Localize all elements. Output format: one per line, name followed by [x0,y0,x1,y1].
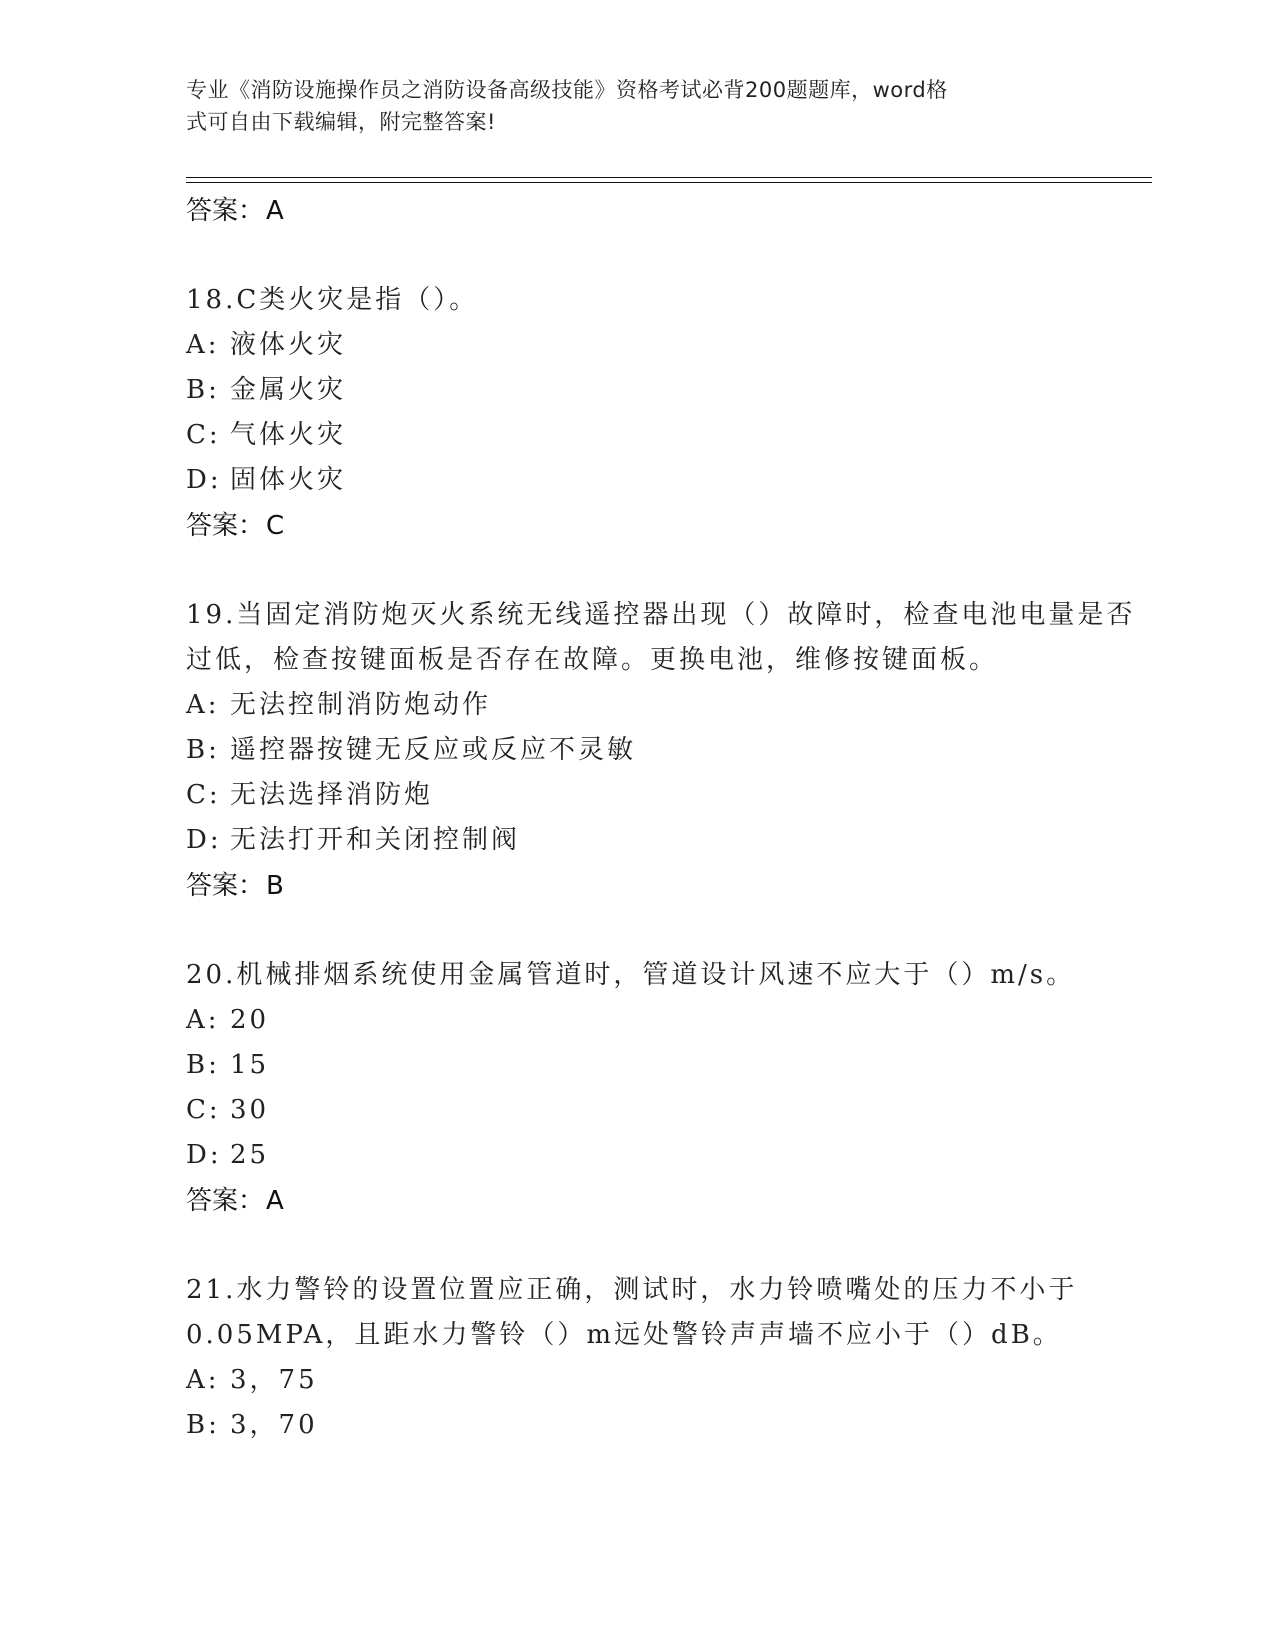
option-text: 液体火灾 [230,330,347,360]
option-text: 3，70 [230,1410,318,1440]
header-line-2: 式可自由下载编辑，附完整答案! [186,110,496,134]
question-stem: 21.水力警铃的设置位置应正确，测试时，水力铃喷嘴处的压力不小于0.05MPA，且距水力警铃（）m远处警铃声声墙不应小于（）dB。 [186,1275,1078,1350]
option-text: 20 [230,1005,270,1035]
option-key: C: [186,780,221,810]
option-text: 金属火灾 [230,375,347,405]
header-divider-top [186,177,1152,178]
option-key: C: [186,1095,221,1125]
document-header [186,74,1076,138]
option-text: 15 [230,1050,270,1080]
question-stem: 20.机械排烟系统使用金属管道时，管道设计风速不应大于（）m/s。 [186,960,1076,990]
option-d [186,458,1136,503]
option-a [186,683,1136,728]
answer-line [186,863,1136,909]
option-key: A: [186,1365,220,1395]
option-d [186,818,1136,863]
spacer [186,234,1136,278]
option-text: 固体火灾 [230,465,347,495]
answer-value: A [266,1186,284,1216]
question-list [186,188,1136,1448]
question-20 [186,953,1136,1224]
option-key: D: [186,825,222,855]
option-d [186,1133,1136,1178]
option-a [186,323,1136,368]
answer-line [186,188,1136,234]
option-text: 无法控制消防炮动作 [230,690,492,720]
option-c [186,413,1136,458]
answer-label: 答案： [186,196,265,226]
option-text: 遥控器按键无反应或反应不灵敏 [230,735,637,765]
option-text: 25 [230,1140,270,1170]
option-key: B: [186,1410,220,1440]
answer-label: 答案： [186,871,265,901]
header-divider-bottom [186,182,1152,183]
answer-label: 答案： [186,511,265,541]
option-key: D: [186,465,222,495]
option-text: 30 [230,1095,270,1125]
option-key: B: [186,735,220,765]
question-stem: 18.C类火灾是指（）。 [186,285,479,315]
answer-value: C [266,511,285,541]
option-c [186,1088,1136,1133]
option-key: A: [186,330,220,360]
option-b [186,368,1136,413]
option-a [186,998,1136,1043]
option-key: B: [186,1050,220,1080]
option-c [186,773,1136,818]
answer-line [186,1178,1136,1224]
spacer [186,909,1136,953]
answer-label: 答案： [186,1186,265,1216]
question-21 [186,1268,1136,1448]
answer-value: A [266,196,284,226]
option-key: A: [186,1005,220,1035]
option-text: 气体火灾 [230,420,347,450]
option-b [186,1403,1136,1448]
option-key: D: [186,1140,222,1170]
option-key: A: [186,690,220,720]
option-text: 无法打开和关闭控制阀 [230,825,521,855]
question-19 [186,593,1136,909]
spacer [186,549,1136,593]
header-line-1: 专业《消防设施操作员之消防设备高级技能》资格考试必背200题题库，word格 [186,78,948,102]
question-stem: 19.当固定消防炮灭火系统无线遥控器出现（）故障时，检查电池电量是否过低，检查按键面板是否存在故障。更换电池，维修按键面板。 [186,600,1136,675]
option-key: B: [186,375,220,405]
question-18 [186,278,1136,549]
option-text: 3，75 [230,1365,318,1395]
option-b [186,728,1136,773]
option-text: 无法选择消防炮 [230,780,434,810]
answer-value: B [266,871,284,901]
option-key: C: [186,420,221,450]
spacer [186,1224,1136,1268]
option-b [186,1043,1136,1088]
answer-line [186,503,1136,549]
option-a [186,1358,1136,1403]
